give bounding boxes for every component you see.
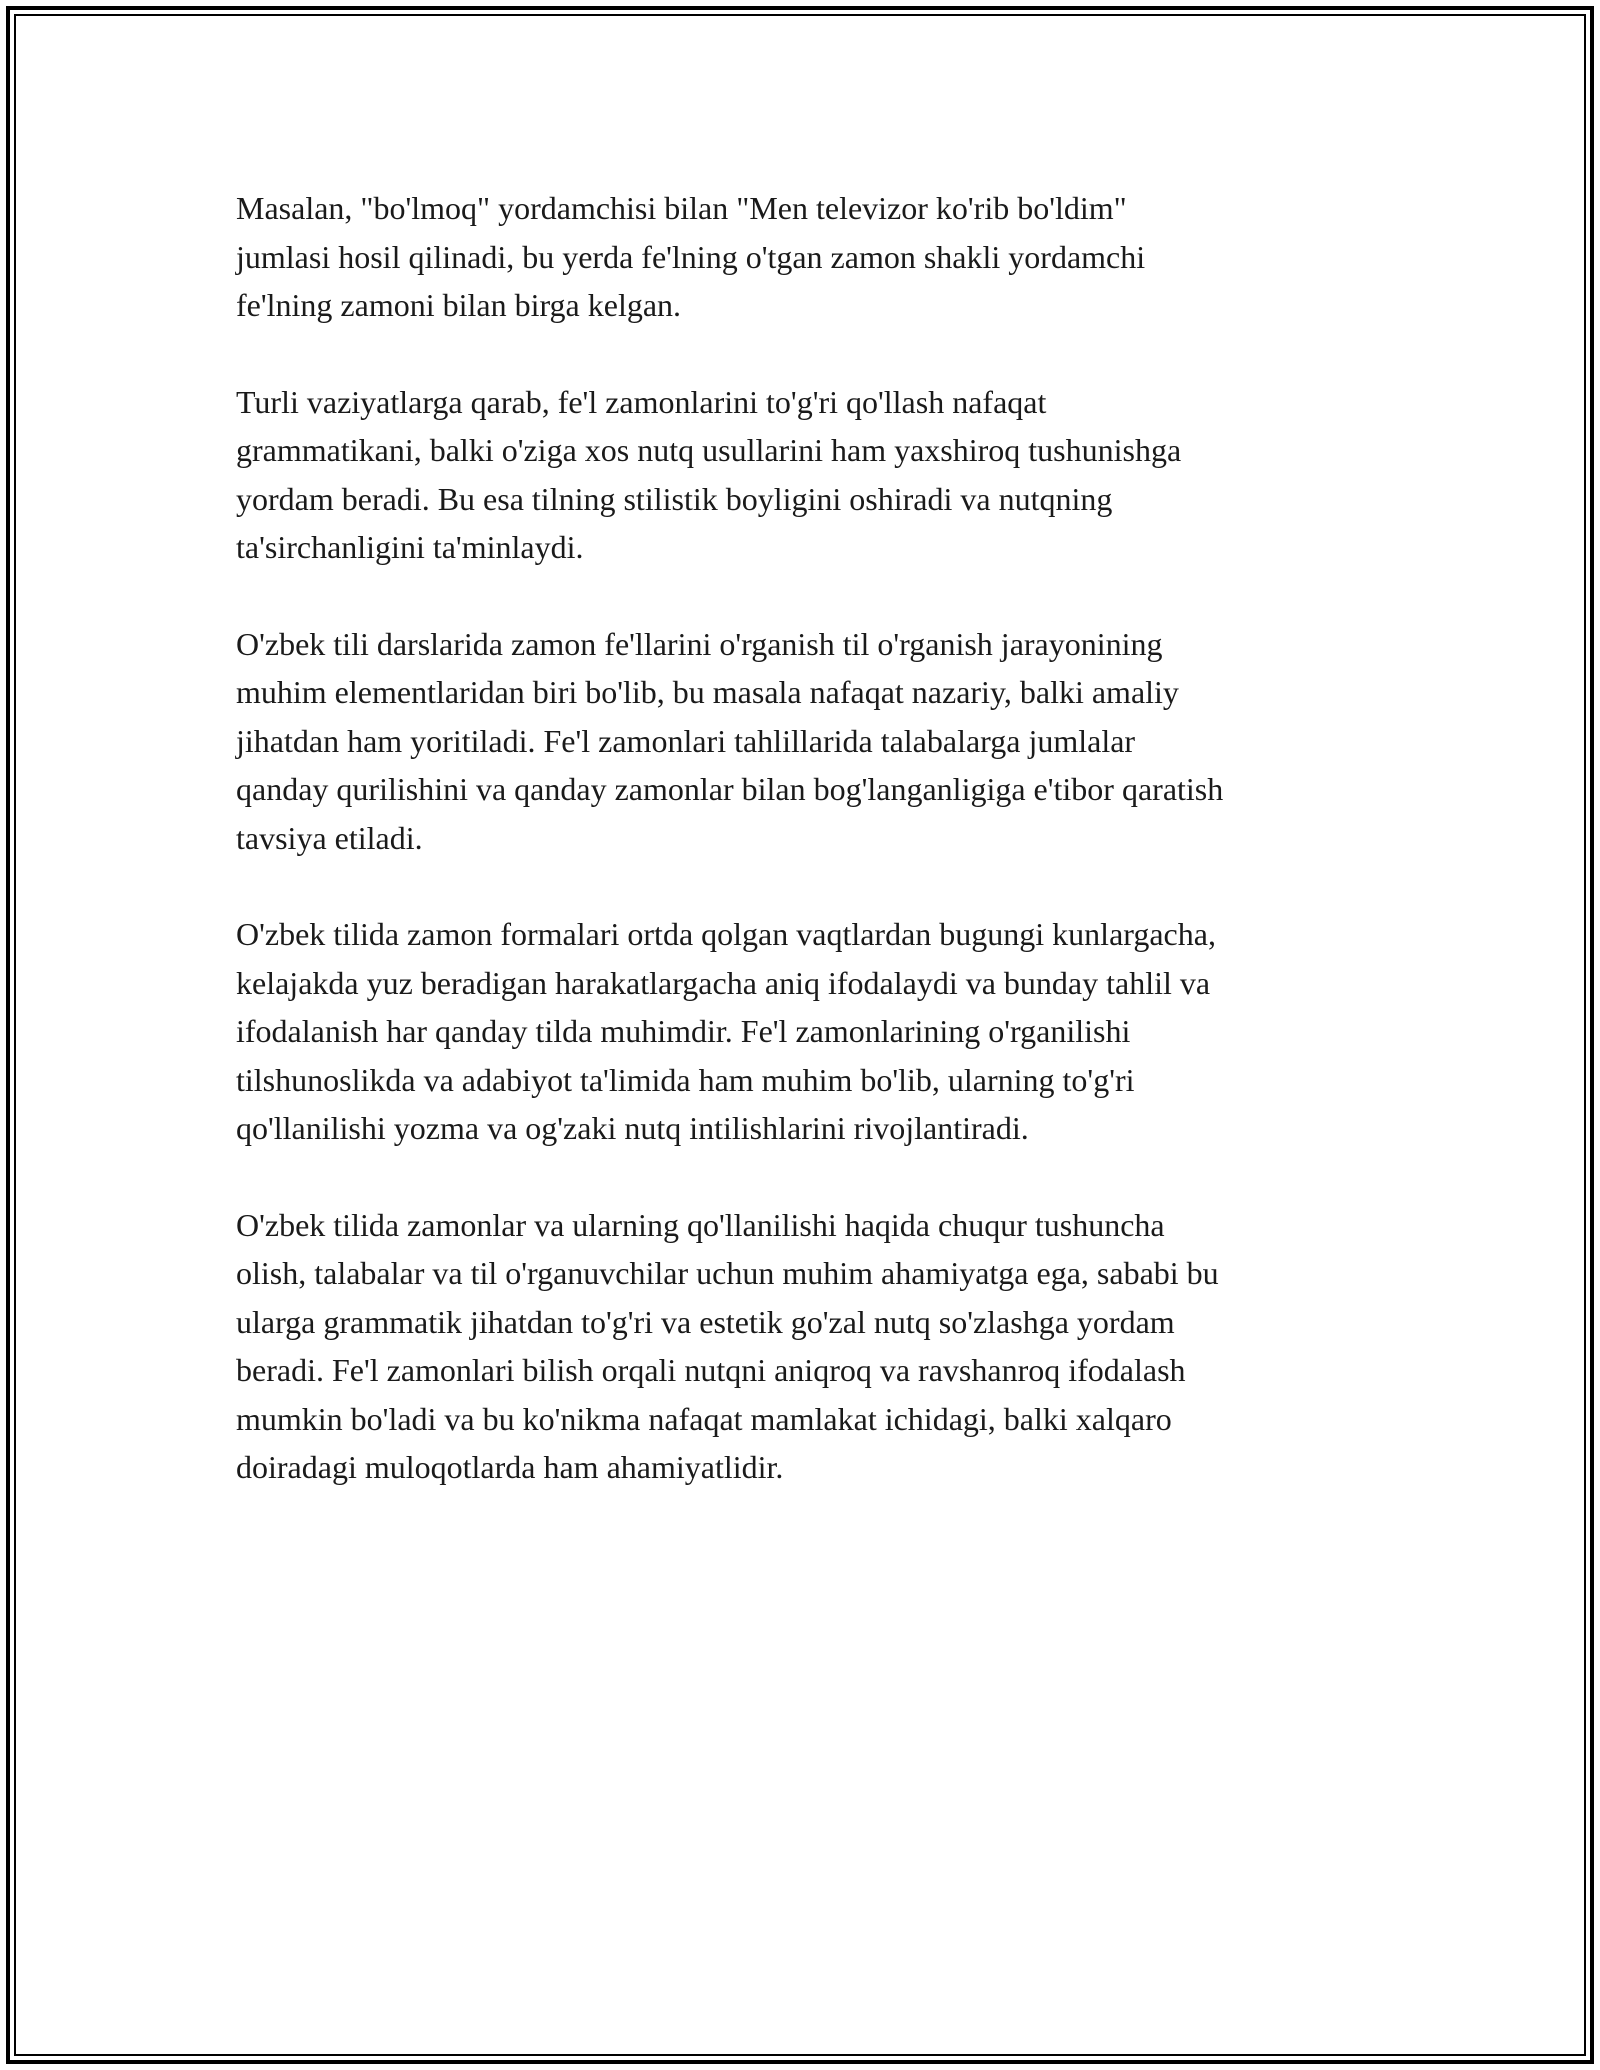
text-line: O'zbek tili darslarida zamon fe'llarini o'rganish til o'rganish jarayonining: [236, 625, 1163, 662]
text-line: ularga grammatik jihatdan to'g'ri va estetik go'zal nutq so'zlashga yordam: [236, 1303, 1175, 1340]
text-line: jumlasi hosil qilinadi, bu yerda fe'lning o'tgan zamon shakli yordamchi: [236, 238, 1146, 275]
paragraph: [236, 378, 1396, 572]
text-line: qanday qurilishini va qanday zamonlar bilan bog'langanligiga e'tibor qaratish: [236, 771, 1224, 807]
text-line: muhim elementlaridan biri bo'lib, bu masala nafaqat nazariy, balki amaliy: [236, 674, 1179, 710]
text-line: beradi. Fe'l zamonlari bilish orqali nutqni aniqroq va ravshanroq ifodalash: [236, 1352, 1186, 1388]
text-line: doiradagi muloqotlarda ham ahamiyatlidir.: [236, 1449, 784, 1485]
document-body: [236, 184, 1396, 1540]
text-line: O'zbek tilida zamonlar va ularning qo'llanilishi haqida chuqur tushuncha: [236, 1206, 1165, 1243]
text-line: olish, talabalar va til o'rganuvchilar uchun muhim ahamiyatga ega, sababi bu: [236, 1255, 1219, 1291]
text-line: kelajakda yuz beradigan harakatlargacha aniq ifodalaydi va bunday tahlil va: [236, 964, 1211, 1001]
text-line: ifodalanish har qanday tilda muhimdir. Fe'l zamonlarining o'rganilishi: [236, 1013, 1131, 1049]
text-line: fe'lning zamoni bilan birga kelgan.: [236, 287, 682, 323]
text-line: qo'llanilishi yozma va og'zaki nutq intilishlarini rivojlantiradi.: [236, 1110, 1029, 1146]
text-line: tilshunoslikda va adabiyot ta'limida ham muhim bo'lib, ularning to'g'ri: [236, 1061, 1135, 1098]
paragraph: [236, 1201, 1396, 1492]
paragraph: [236, 910, 1396, 1153]
text-line: yordam beradi. Bu esa tilning stilistik boyligini oshiradi va nutqning: [236, 480, 1113, 517]
text-line: grammatikani, balki o'ziga xos nutq usullarini ham yaxshiroq tushunishga: [236, 432, 1182, 468]
text-line: tavsiya etiladi.: [236, 819, 423, 856]
paragraph: [236, 184, 1396, 330]
text-line: Turli vaziyatlarga qarab, fe'l zamonlarini to'g'ri qo'llash nafaqat: [236, 383, 1047, 420]
paragraph: [236, 620, 1396, 863]
text-line: jihatdan ham yoritiladi. Fe'l zamonlari tahlillarida talabalarga jumlalar: [236, 722, 1136, 759]
text-line: ta'sirchanligini ta'minlaydi.: [236, 529, 584, 565]
text-line: Masalan, "bo'lmoq" yordamchisi bilan "Men televizor ko'rib bo'ldim": [236, 190, 1127, 226]
text-line: O'zbek tilida zamon formalari ortda qolgan vaqtlardan bugungi kunlargacha,: [236, 916, 1216, 952]
text-line: mumkin bo'ladi va bu ko'nikma nafaqat mamlakat ichidagi, balki xalqaro: [236, 1400, 1172, 1437]
